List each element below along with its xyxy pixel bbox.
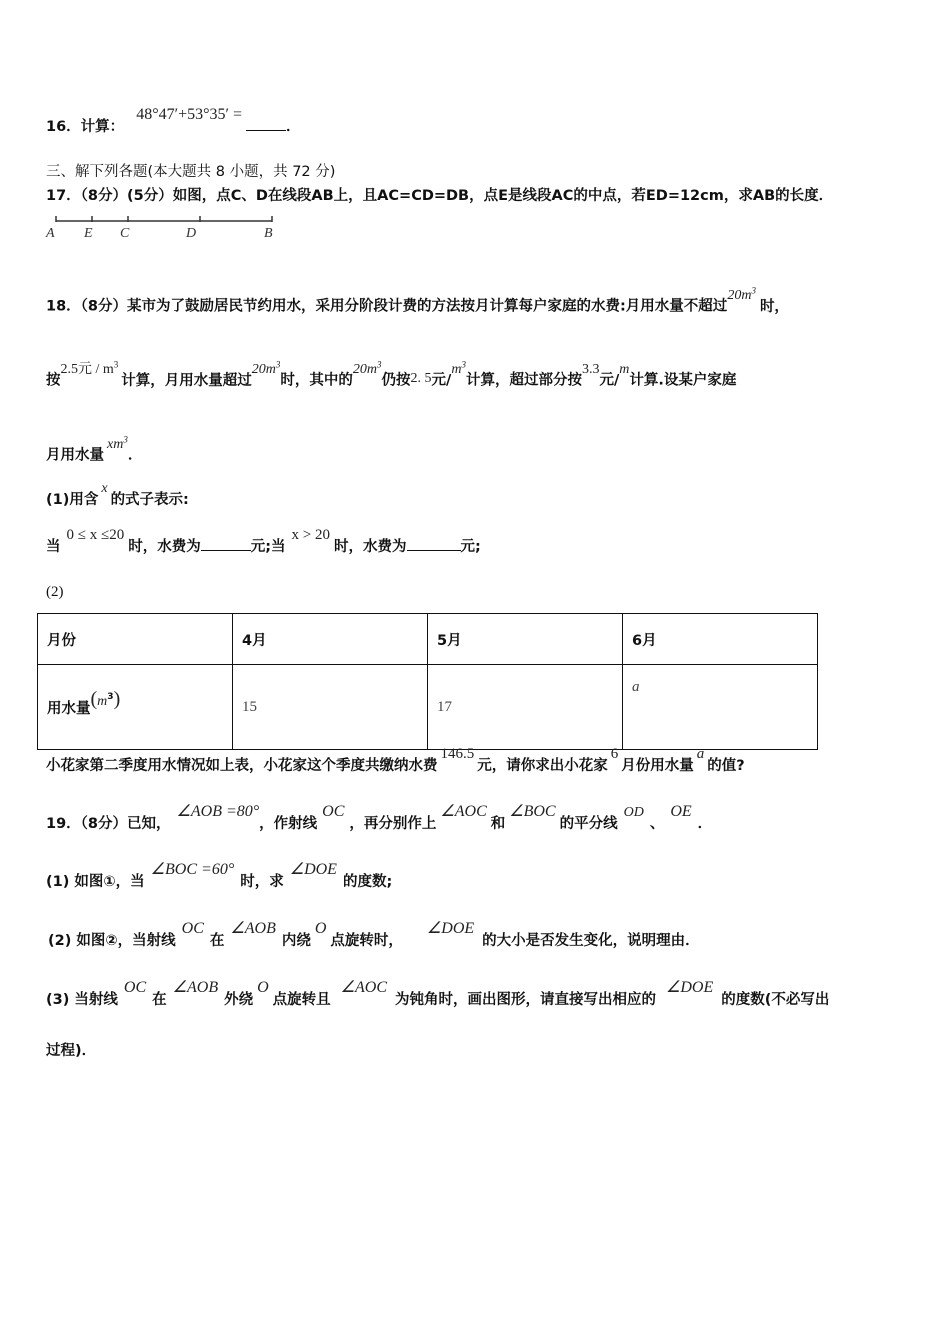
limit-20m3: $20m^3$	[727, 285, 756, 303]
segment-diagram	[44, 213, 284, 243]
question-19-part-3: (3) 当射线OC在∠AOB外绕O点旋转且∠AOC为钝角时，画出图形，请直接写出相应的∠DOE的度数(不必写出	[46, 979, 830, 1008]
row-label-usage: 用水量$(m^3)$	[38, 665, 233, 750]
usage-may: 17	[428, 665, 623, 750]
table-row	[38, 665, 818, 750]
header-may: 5月	[428, 614, 623, 665]
usage-april: 15	[233, 665, 428, 750]
q16-expression: 48°47′+53°35′ =	[136, 106, 243, 123]
question-19-line-1: 19．（8分）已知，∠AOB =80°，作射线OC，再分别作上∠AOC和∠BOC的平分线OD、OE．	[46, 803, 713, 832]
q16-label: 16．计算：	[46, 119, 125, 135]
question-19-part-1: (1) 如图①，当∠BOC =60°时，求∠DOE的度数;	[46, 861, 393, 890]
question-18-line-1: 18．（8分）某市为了鼓励居民节约用水，采用分阶段计费的方法按月计算每户家庭的水费:月用水量不超过$20m^3$时，	[46, 285, 789, 315]
condition-2: x > 20	[291, 527, 330, 543]
question-18-part-2: (2)	[46, 584, 64, 600]
question-18-table-text: 小花家第二季度用水情况如上表，小花家这个季度共缴纳水费146.5元，请你求出小花家6月份用水量a的值?	[46, 746, 745, 774]
rate-2-5: 2.5元 / $m^3$	[60, 359, 119, 377]
header-june: 6月	[623, 614, 818, 665]
water-usage-table	[37, 613, 818, 750]
condition-1: 0 ≤ x ≤20	[66, 527, 125, 543]
q16-blank[interactable]	[246, 116, 286, 131]
point-label-B: B	[264, 226, 273, 241]
question-18-part-1: (1)用含x的式子表示:	[46, 481, 189, 508]
question-18-part-1-fill: 当0 ≤ x ≤20时，水费为 元;当x > 20时，水费为 元;	[46, 527, 481, 555]
header-april: 4月	[233, 614, 428, 665]
point-label-D: D	[186, 226, 197, 241]
point-label-E: E	[84, 226, 93, 241]
question-16: 16．计算：48°47′+53°35′ =．	[46, 106, 301, 135]
table-header-row	[38, 614, 818, 665]
fee-blank-2[interactable]	[407, 536, 461, 551]
question-18-line-3: 月用水量$xm^3$．	[46, 434, 143, 464]
section-3-heading: 三、解下列各题(本大题共 8 小题，共 72 分)	[46, 164, 336, 180]
point-label-C: C	[120, 226, 130, 241]
question-18-line-2: 按2.5元 / $m^3$计算，月用水量超过$20m^3$时，其中的$20m^3$仍按2. 5元$/m^3$计算，超过部分按3.3元/m计算.设某户家庭	[46, 359, 737, 389]
usage-june: a	[623, 665, 818, 750]
header-month: 月份	[38, 614, 233, 665]
fee-blank-1[interactable]	[201, 536, 251, 551]
question-19-part-3-end: 过程)．	[46, 1043, 97, 1059]
question-17: 17．（8分）(5分）如图，点C、D在线段AB上，且AC=CD=DB，点E是线段AC的中点，若ED=12cm，求AB的长度．	[46, 188, 834, 204]
question-19-part-2: (2) 如图②，当射线OC在∠AOB内绕O点旋转时，∠DOE的大小是否发生变化，说明理由．	[48, 920, 700, 949]
point-label-A: A	[46, 226, 55, 241]
